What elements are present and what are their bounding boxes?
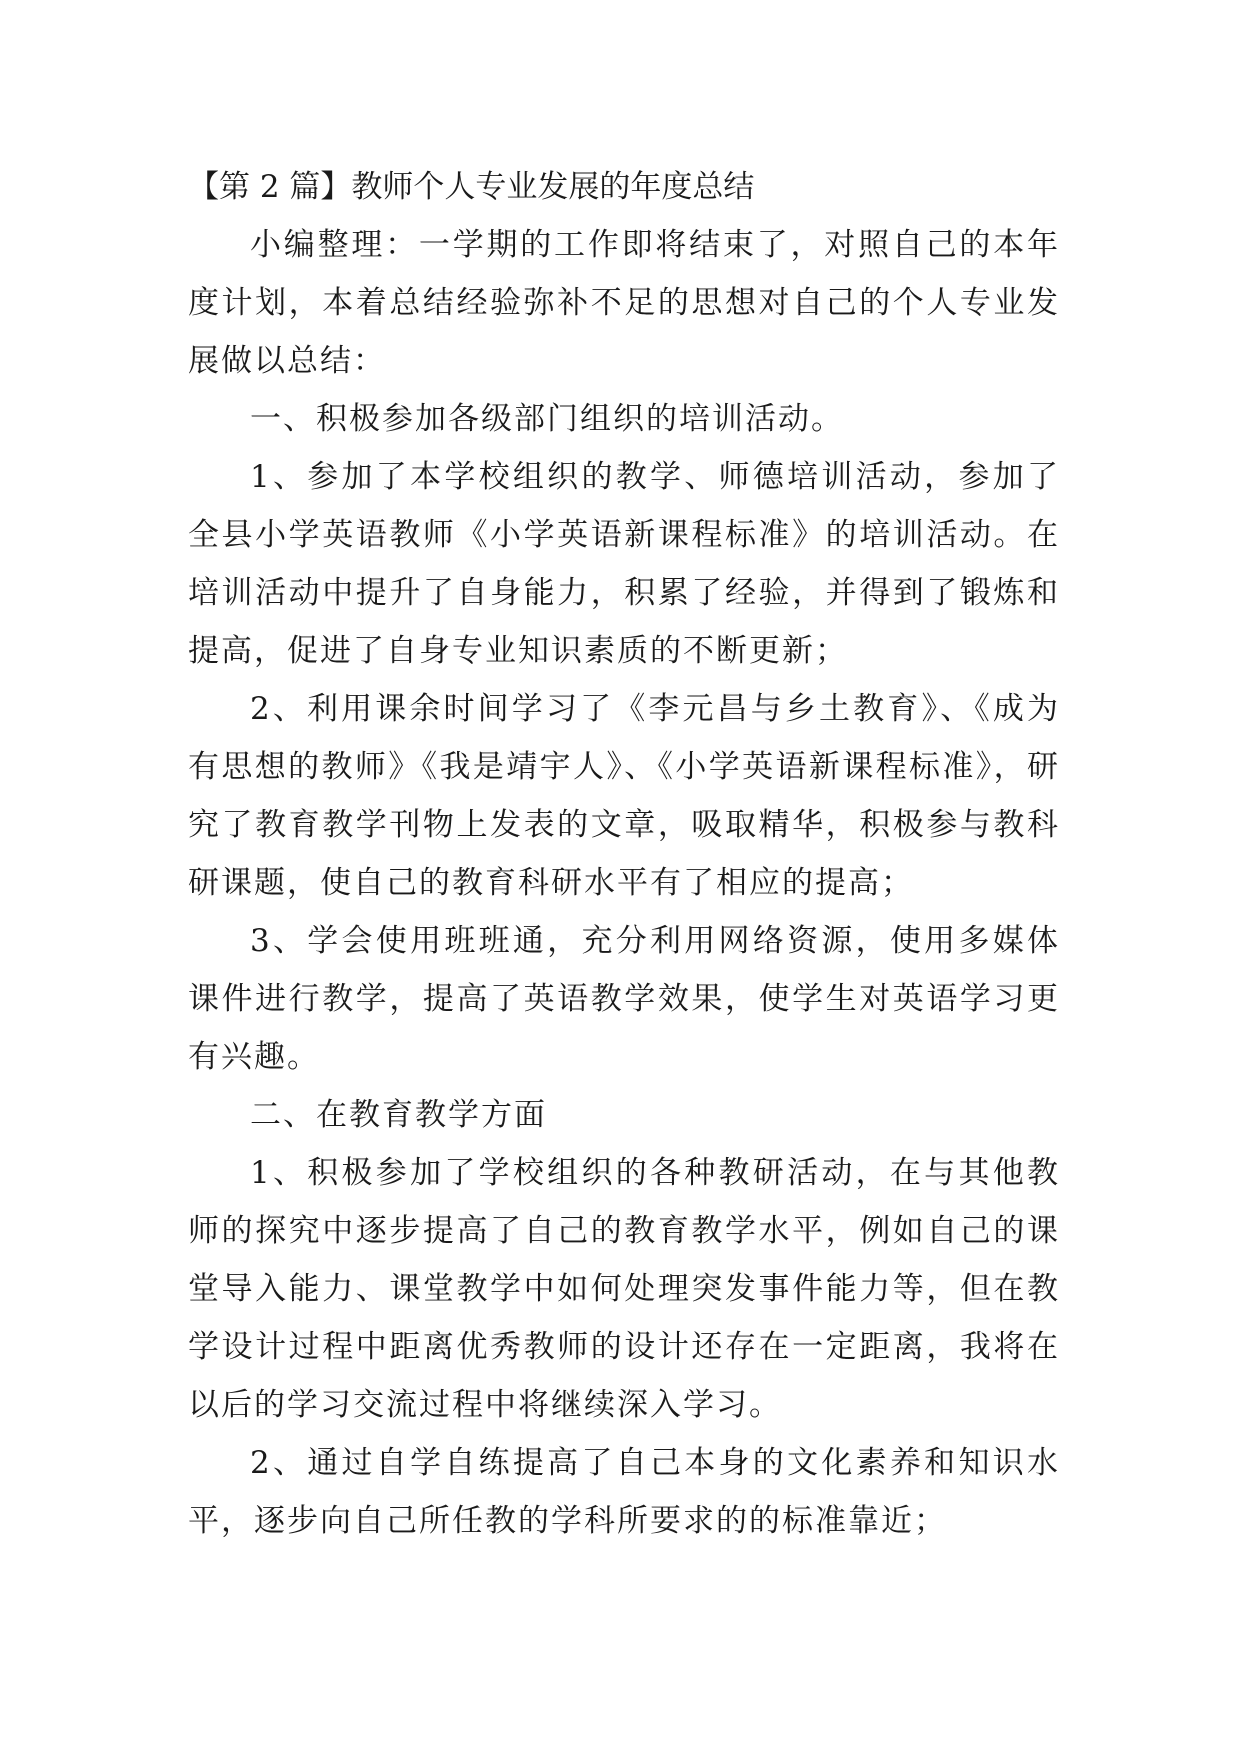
document-title: 【第 2 篇】教师个人专业发展的年度总结 — [188, 169, 755, 205]
paragraph-1-3: 3、学会使用班班通，充分利用网络资源，使用多媒体课件进行教学，提高了英语教学效果，使学生对英语学习更有兴趣。 — [188, 923, 1060, 1075]
paragraph-intro: 小编整理：一学期的工作即将结束了，对照自己的本年度计划，本着总结经验弥补不足的思想对自己的个人专业发展做以总结： — [188, 227, 1060, 379]
paragraph-2-2: 2、通过自学自练提高了自己本身的文化素养和知识水平，逐步向自己所任教的学科所要求的的标准靠近； — [188, 1445, 1060, 1539]
section-heading-2: 二、在教育教学方面 — [250, 1097, 547, 1133]
document-body — [188, 158, 1060, 1550]
paragraph-2-1: 1、积极参加了学校组织的各种教研活动，在与其他教师的探究中逐步提高了自己的教育教学水平，例如自己的课堂导入能力、课堂教学中如何处理突发事件能力等，但在教学设计过程中距离优秀教师的设计还存在一定距离，我将在以后的学习交流过程中将继续深入学习。 — [188, 1155, 1060, 1423]
paragraph-1-2: 2、利用课余时间学习了《李元昌与乡土教育》、《成为有思想的教师》《我是靖宇人》、《小学英语新课程标准》，研究了教育教学刊物上发表的文章，吸取精华，积极参与教科研课题，使自己的教育科研水平有了相应的提高； — [188, 691, 1060, 901]
section-heading-1: 一、积极参加各级部门组织的培训活动。 — [250, 401, 844, 437]
paragraph-1-1: 1、参加了本学校组织的教学、师德培训活动，参加了全县小学英语教师《小学英语新课程标准》的培训活动。在培训活动中提升了自身能力，积累了经验，并得到了锻炼和提高，促进了自身专业知识素质的不断更新； — [188, 459, 1060, 669]
